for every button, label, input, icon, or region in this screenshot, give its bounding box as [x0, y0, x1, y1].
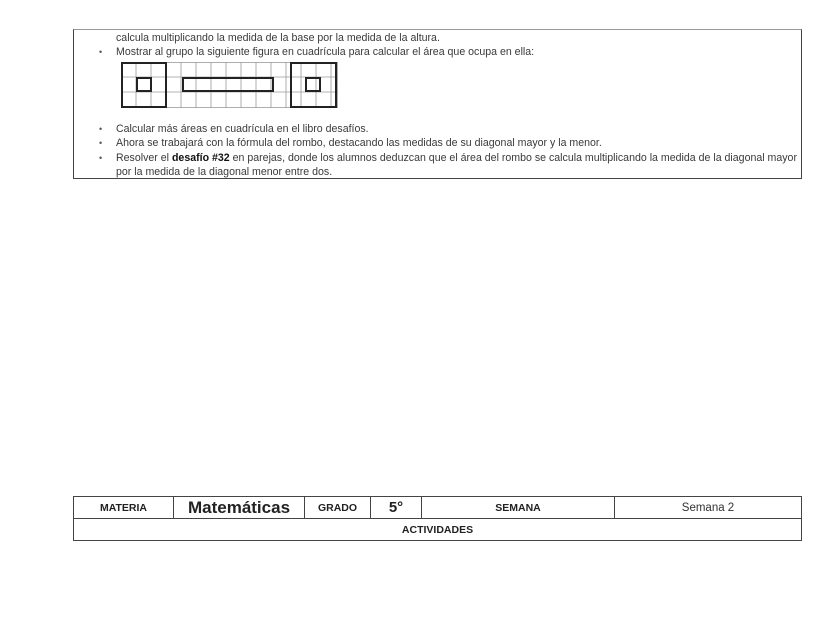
info-row — [74, 497, 802, 519]
bullet: • — [99, 153, 103, 163]
bullet: • — [99, 47, 103, 57]
bullet: • — [99, 138, 103, 148]
semana-value: Semana 2 — [615, 497, 802, 519]
bullet: • — [99, 124, 103, 134]
grado-value: 5° — [371, 497, 422, 519]
challenge-number: desafío #32 — [171, 152, 230, 164]
semana-label: SEMANA — [422, 497, 615, 519]
challenge-text-post: en parejas, donde los alumnos deduzcan que el área del rombo se calcula multiplicando la medida de la diagonal mayor por la medida de la diagonal menor entre dos. — [116, 152, 797, 179]
actividades-header: ACTIVIDADES — [74, 519, 802, 541]
materia-value: Matemáticas — [174, 497, 305, 519]
activities-row — [74, 519, 802, 541]
list-item-challenge — [116, 151, 797, 180]
list-item-rhombus-formula: Ahora se trabajará con la fórmula del rombo, destacando las medidas de su diagonal mayor y la menor. — [116, 137, 602, 149]
list-item-figure-instruction: Mostrar al grupo la siguiente figura en cuadrícula para calcular el área que ocupa en ella: — [116, 46, 535, 58]
content-box — [73, 29, 802, 179]
materia-label: MATERIA — [74, 497, 174, 519]
text-line-continuation: calcula multiplicando la medida de la base por la medida de la altura. — [116, 32, 440, 44]
lesson-info-table — [73, 496, 802, 541]
grado-label: GRADO — [305, 497, 371, 519]
grid-figure — [121, 62, 339, 110]
list-item-more-areas: Calcular más áreas en cuadrícula en el libro desafíos. — [116, 123, 369, 135]
challenge-text-pre: Resolver el — [116, 152, 172, 164]
